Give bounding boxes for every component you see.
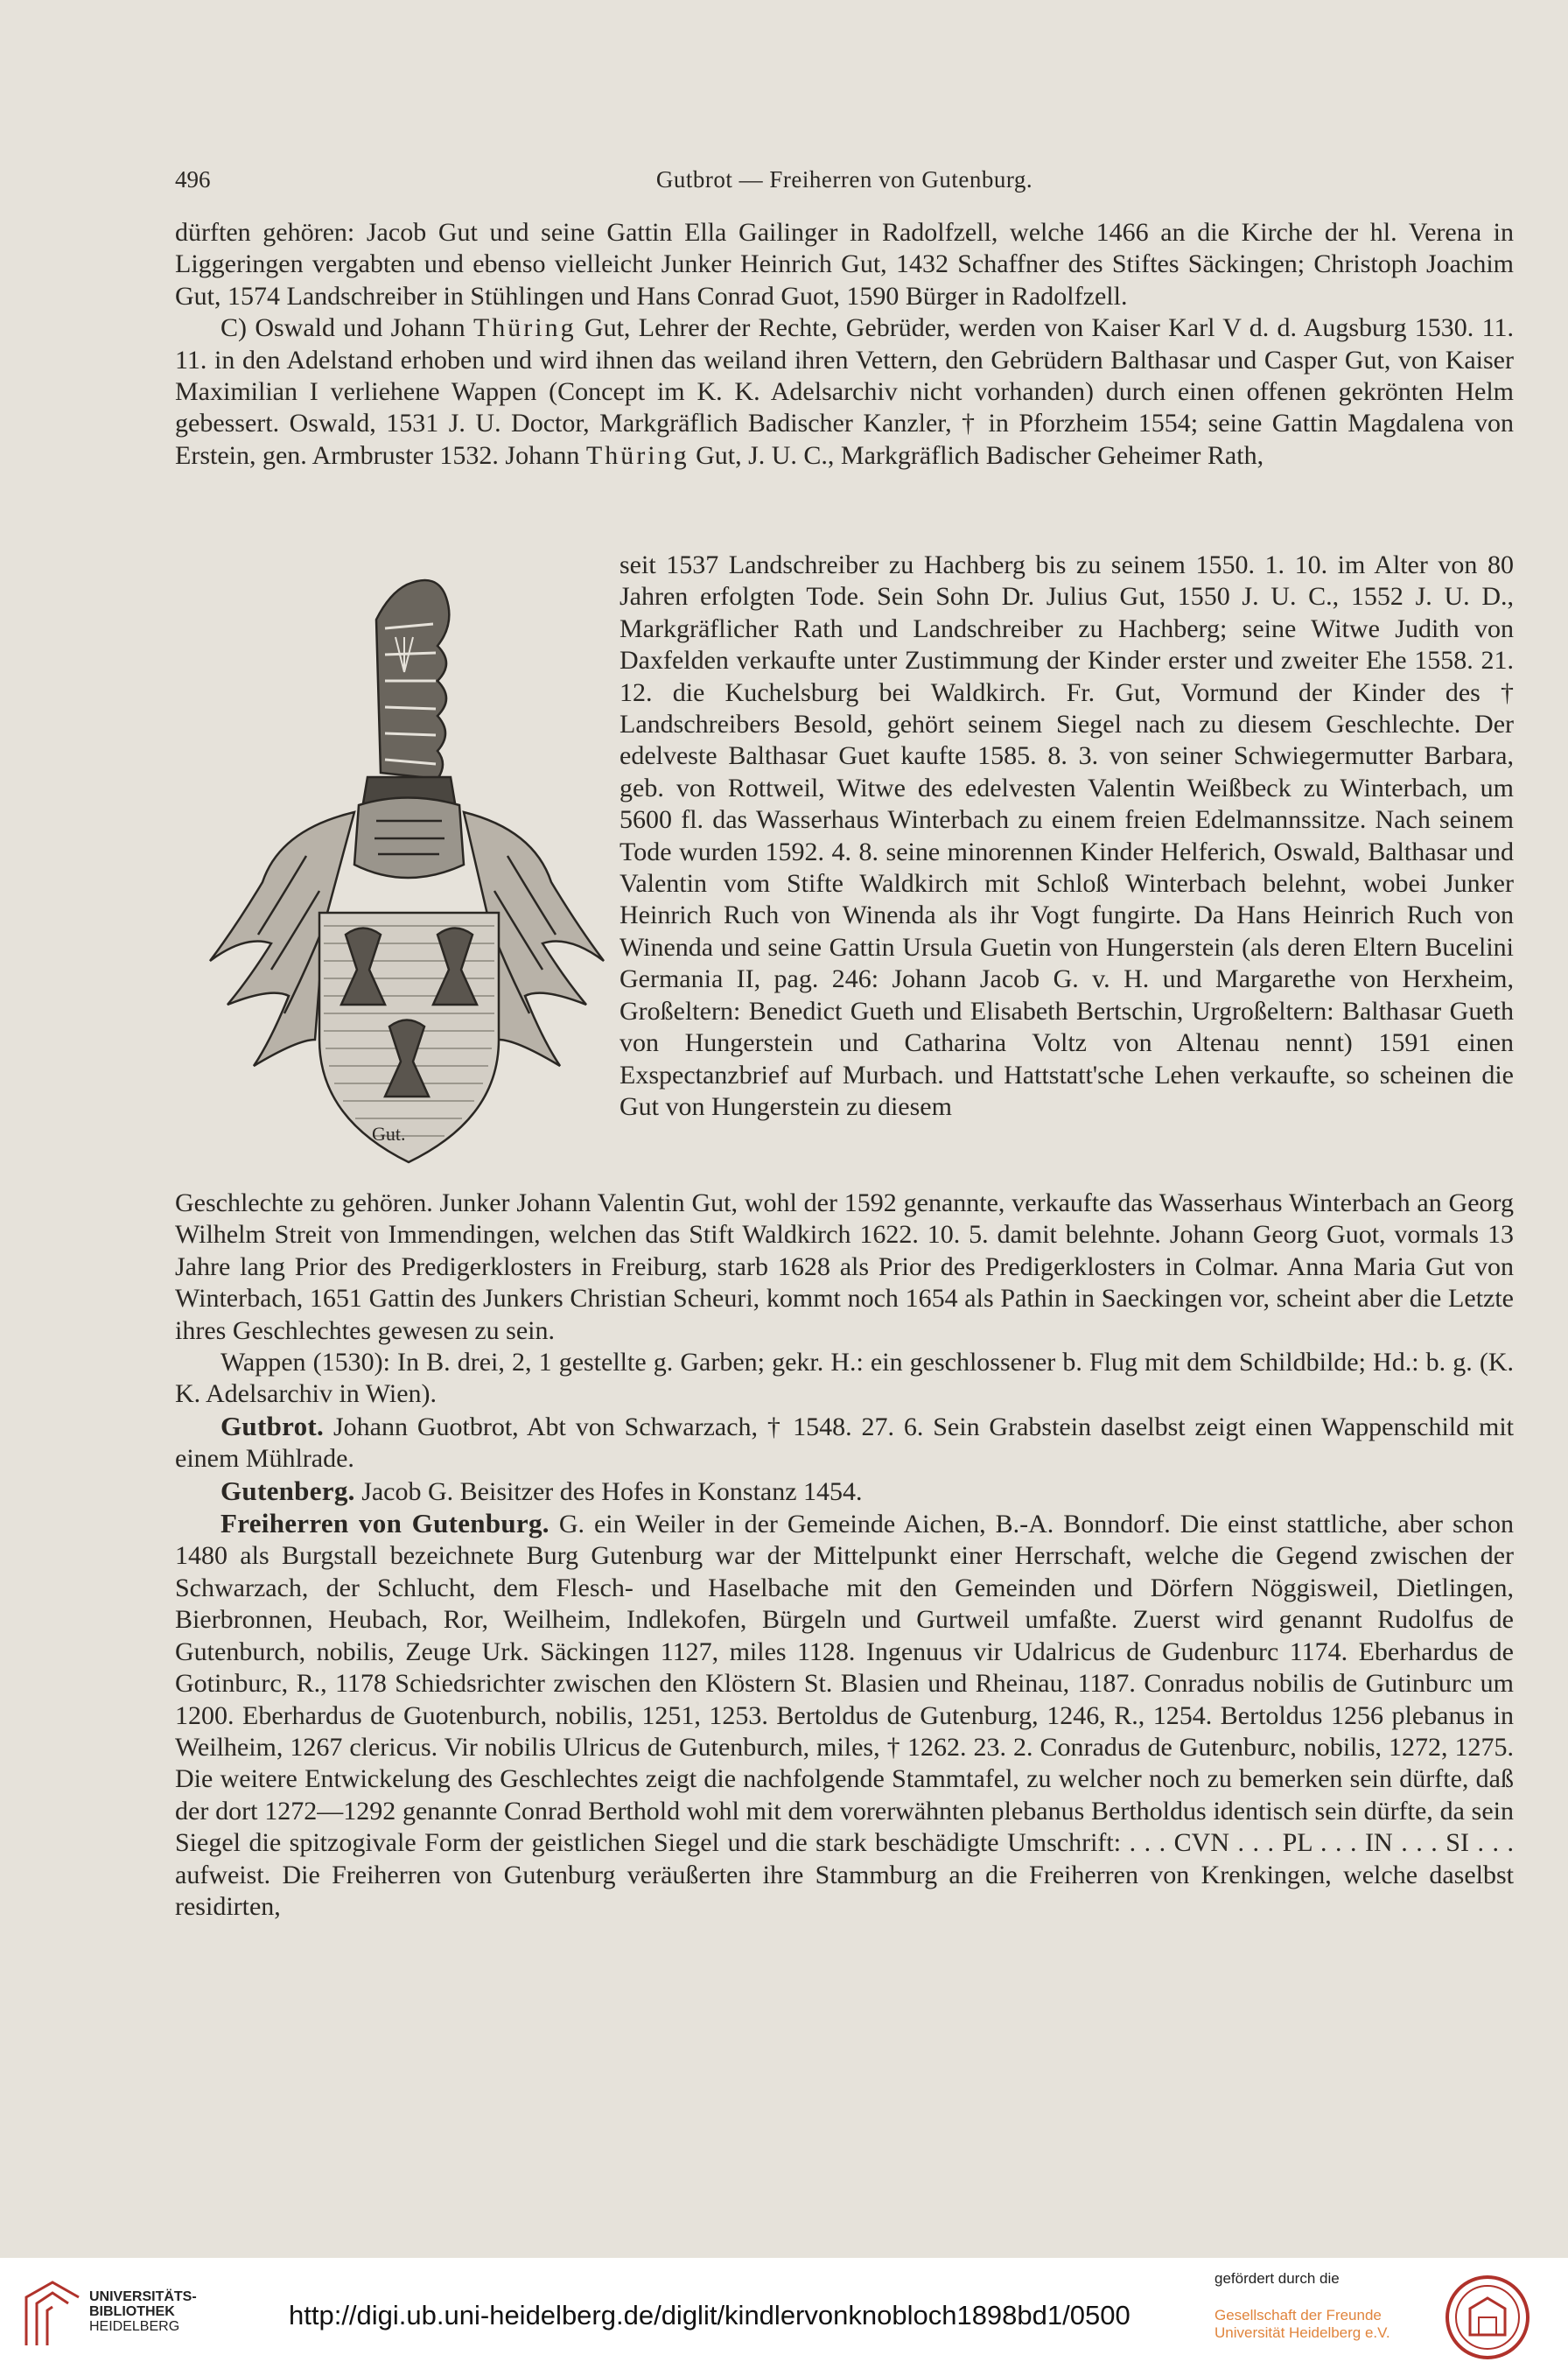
society-line: Universität Heidelberg e.V. — [1214, 2324, 1390, 2341]
body-text-bottom — [175, 1188, 1514, 1923]
support-text: gefördert durch die — [1214, 2270, 1340, 2287]
spaced-name: Thüring — [585, 440, 690, 470]
entry-freiherren — [175, 1508, 1514, 1923]
library-line: HEIDELBERG — [89, 2319, 180, 2334]
page-number: 496 — [175, 166, 211, 193]
body-text-wrap — [620, 550, 1514, 1123]
text-run: C) Oswald und Johann — [220, 313, 466, 343]
society-name[interactable] — [1214, 2307, 1390, 2342]
library-line: BIBLIOTHEK — [89, 2304, 175, 2319]
entry-heading: Gutbrot. — [220, 1410, 325, 1441]
body-text-top — [175, 217, 1514, 472]
page-header — [175, 166, 1514, 201]
entry-heading: Gutenberg. — [220, 1475, 355, 1506]
spaced-name: Thüring — [472, 313, 577, 343]
paragraph — [175, 312, 1514, 472]
entry-text: Johann Guotbrot, Abt von Schwarzach, † 1548. 27. 6. Sein Grabstein daselbst zeigt einen Wappenschild mit einem Mühlrade. — [175, 1412, 1514, 1474]
footer-bar — [0, 2258, 1568, 2369]
library-line: UNIVERSITÄTS- — [89, 2289, 197, 2304]
text-run: Gut, J. U. C., Markgräflich Badischer Geheimer Rath, — [696, 440, 1264, 470]
coat-of-arms-icon — [175, 550, 620, 1184]
society-line: Gesellschaft der Freunde — [1214, 2307, 1382, 2323]
running-title: Gutbrot — Freiherren von Gutenburg. — [655, 166, 1033, 193]
paragraph: Geschlechte zu gehören. Junker Johann Valentin Gut, wohl der 1592 genannte, verkaufte das Wasserhaus Winterbach an Georg Wilhelm Streit von Immendingen, welchen das Stift Waldkirch 1622. 10. 5. damit belehnte. Johann Georg Guot, vormals 13 Jahre lang Prior des Predigerklosters in Freiburg, starb 1628 als Prior des Predigerklosters in Colmar. Anna Maria Gut von Winterbach, 1651 Gattin des Junkers Christian Scheuri, kommt noch 1654 als Pathin in Saeckingen vor, scheint aber die Letzte ihres Geschlechtes gewesen zu sein. — [175, 1188, 1514, 1345]
entry-text: G. ein Weiler in der Gemeinde Aichen, B.-A. Bonndorf. Die einst stattliche, aber schon 1480 als Burgstall bezeichnete Burg Gutenburg war der Mittelpunkt einer Herrschaft, welche die Gegend zwischen der Schwarzach, der Schlucht, dem Flesch- und Haselbache mit den Gemeinden und Dörfern Nöggisweil, Dietlingen, Bierbronnen, Heubach, Ror, Weilheim, Indlekofen, Bürgeln und Gurtweil umfaßte. Zuerst wird genannt Rudolfus de Gutenburch, nobilis, Zeuge Urk. Säckingen 1127, miles 1128. Ingenuus vir Udalricus de Gudenburc 1174. Eberhardus de Gotinburc, R., 1178 Schiedsrichter zwischen den Klöstern St. Blasien und Rheinau, 1187. Conradus nobilis de Gutinburc um 1200. Eberhardus de Guotenburch, nobilis, 1251, 1253. Bertoldus de Gutenburg, 1246, R., 1254. Bertoldus 1256 plebanus in Weilheim, 1267 clericus. Vir nobilis Ulricus de Gutenburch, miles, † 1262. 23. 2. Conradus de Gutenburc, nobilis, 1272, 1275. Die weitere Entwickelung des Geschlechtes zeigt die nachfolgende Stammtafel, zu welcher noch zu bemerken sein dürfte, daß der dort 1272—1292 genannte Conrad Berthold wohl mit dem vorerwähnten plebanus Bertholdus identisch sein dürfte, da sein Siegel die spitzogivale Form der geistlichen Siegel und die stark beschädigte Umschrift: . . . CVN . . . PL . . . IN . . . SI . . . aufweist. Die Freiherren von Gutenburg veräußerten ihre Stammburg an die Freiherren von Krenkingen, welche daselbst residirten, — [175, 1510, 1514, 1921]
figure-caption: Gut. — [372, 1123, 406, 1145]
permalink-url[interactable]: http://digi.ub.uni-heidelberg.de/diglit/kindlervonknobloch1898bd1/0500 — [289, 2300, 1130, 2330]
entry-heading: Freiherren von Gutenburg. — [220, 1508, 550, 1539]
entry-text: Jacob G. Beisitzer des Hofes in Konstanz 1454. — [361, 1476, 863, 1506]
entry-gutbrot — [175, 1411, 1514, 1475]
paragraph: dürften gehören: Jacob Gut und seine Gattin Ella Gailinger in Radolfzell, welche 1466 an die Kirche der hl. Verena in Liggeringen vergabten und ebenso vielleicht Junker Heinrich Gut, 1432 Schaffner des Stiftes Säckingen; Christoph Joachim Gut, 1574 Landschreiber in Stühlingen und Hans Conrad Guot, 1590 Bürger in Radolfzell. — [175, 218, 1514, 311]
coat-of-arms-figure — [175, 550, 620, 1184]
paragraph: seit 1537 Landschreiber zu Hachberg bis zu seinem 1550. 1. 10. im Alter von 80 Jahren erfolgten Tode. Sein Sohn Dr. Julius Gut, 1550 J. U. C., 1552 J. U. D., Markgräflicher Rath und Landschreiber zu Hachberg; seine Witwe Judith von Daxfelden verkaufte unter Zustimmung der Kinder erster und zweiter Ehe 1558. 21. 12. die Kuchelsburg bei Waldkirch. Fr. Gut, Vormund der Kinder des † Landschreibers Besold, gehört seinem Siegel nach zu diesem Geschlechte. Der edelveste Balthasar Guet kaufte 1585. 8. 3. von seiner Schwiegermutter Barbara, geb. von Rottweil, Witwe des edelvesten Valentin Weißbeck zu Winterbach, um 5600 fl. das Wasserhaus Winterbach zu einem freien Edelmannssitze. Nach seinem Tode wurden 1592. 4. 8. seine minorennen Kinder Helferich, Oswald, Balthasar und Valentin vom Stifte Waldkirch mit Schloß Winterbach belehnt, wobei Junker Heinrich Ruch von Winenda als ihr Vogt fungirte. Da Hans Heinrich Ruch von Winenda und seine Gattin Ursula Guetin von Hungerstein (als deren Eltern Bucelini Germania II, pag. 246: Johann Jacob G. v. H. und Margarethe von Herxheim, Großeltern: Benedict Gueth und Elisabeth Bertschin, Urgroßeltern: Balthasar Gueth von Hungerstein und Catharina Voltz von Altenau nennt) 1591 einen Exspectanzbrief auf Murbach. und Hattstatt'sche Lehen verkaufte, so scheinen die Gut von Hungerstein zu diesem — [620, 550, 1514, 1121]
library-name — [89, 2289, 197, 2334]
text-run: Gut, Lehrer der Rechte, Gebrüder, werden von Kaiser Karl V d. d. Augsburg 1530. 11. 11. in den Adelstand erhoben und wird ihnen das weiland ihren Vettern, den Gebrüdern Balthasar und Casper Gut, von Kaiser Maximilian I verliehene Wappen (Concept im K. K. Adelsarchiv nicht vorhanden) durch einen offenen gekrönten Helm gebessert. Oswald, 1531 J. U. Doctor, Markgräflich Badischer Kanzler, † in Pforzheim 1554; seine Gattin Magdalena von Erstein, gen. Armbruster 1532. Johann — [175, 313, 1514, 470]
paragraph: Wappen (1530): In B. drei, 2, 1 gestellte g. Garben; gekr. H.: ein geschlossener b. Flug mit dem Schildbilde; Hd.: b. g. (K. K. Adelsarchiv in Wien). — [175, 1348, 1514, 1409]
university-seal-icon[interactable] — [1444, 2274, 1531, 2361]
entry-gutenberg — [175, 1475, 1514, 1508]
library-logo-icon[interactable] — [18, 2275, 88, 2354]
